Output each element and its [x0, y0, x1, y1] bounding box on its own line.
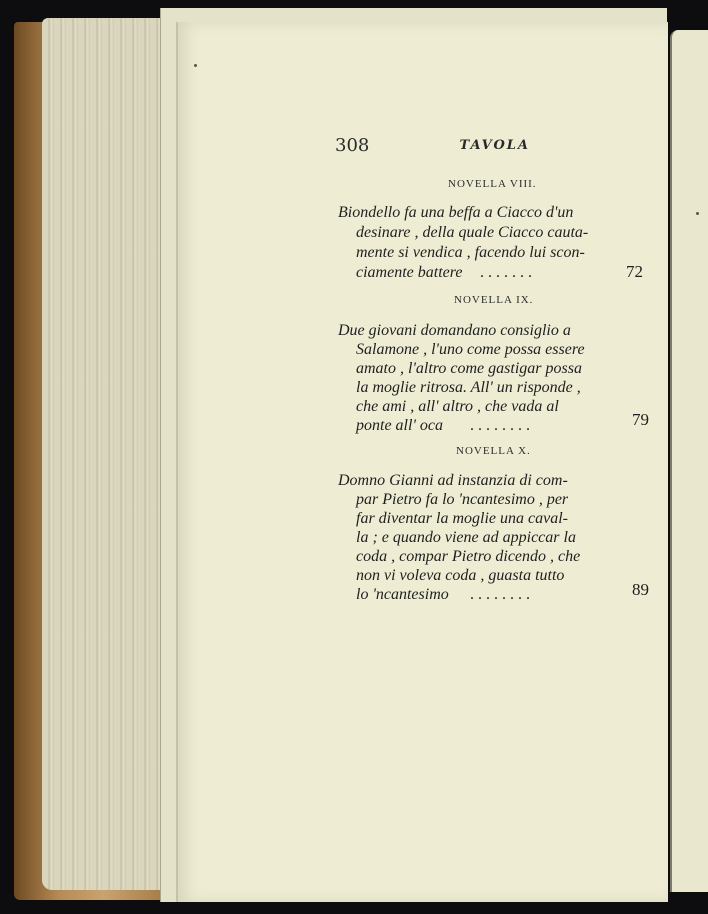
entry-line: Domno Gianni ad instanzia di com-	[338, 472, 568, 489]
toc-entry	[338, 204, 643, 284]
facing-page-edge	[670, 30, 708, 892]
section-title: NOVELLA X.	[456, 445, 531, 457]
entry-page-number: 89	[632, 580, 649, 599]
page-speck	[194, 64, 197, 67]
entry-line: par Pietro fa lo 'ncantesimo , per	[356, 491, 569, 508]
entry-line: la moglie ritrosa. All' un risponde ,	[356, 379, 581, 396]
entry-line: la ; e quando viene ad appiccar la	[356, 529, 576, 546]
entry-line: coda , compar Pietro dicendo , che	[356, 548, 581, 565]
dot-leader: . . . . . . . .	[470, 586, 530, 603]
entry-line: non vi voleva coda , guasta tutto	[356, 567, 565, 584]
entry-line: Biondello fa una beffa a Ciacco d'un	[338, 204, 574, 221]
section-title: NOVELLA IX.	[454, 294, 534, 306]
entry-line: Salamone , l'uno come possa essere	[356, 341, 585, 358]
toc-entry	[338, 322, 649, 442]
dot-leader: . . . . . . . .	[470, 417, 530, 434]
entry-line: desinare , della quale Ciacco cauta-	[356, 224, 589, 241]
entry-line: Due giovani domandano consiglio a	[338, 322, 571, 339]
page-speck	[696, 212, 699, 215]
page-header	[335, 135, 530, 159]
running-head: TAVOLA	[459, 138, 530, 153]
dot-leader: . . . . . . .	[480, 264, 532, 281]
entry-line: lo 'ncantesimo	[356, 586, 449, 603]
section-title: NOVELLA VIII.	[448, 178, 537, 190]
entry-line: ciamente battere	[356, 264, 463, 281]
entry-line: mente si vendica , facendo lui scon-	[356, 244, 585, 261]
page-number: 308	[335, 135, 370, 156]
entry-page-number: 72	[626, 262, 643, 281]
entry-line: far diventar la moglie una caval-	[356, 510, 568, 527]
entry-page-number: 79	[632, 410, 649, 429]
entry-line: ponte all' oca	[356, 417, 443, 434]
toc-entry	[338, 472, 649, 612]
entry-line: amato , l'altro come gastigar possa	[356, 360, 582, 377]
entry-line: che ami , all' altro , che vada al	[356, 398, 559, 415]
